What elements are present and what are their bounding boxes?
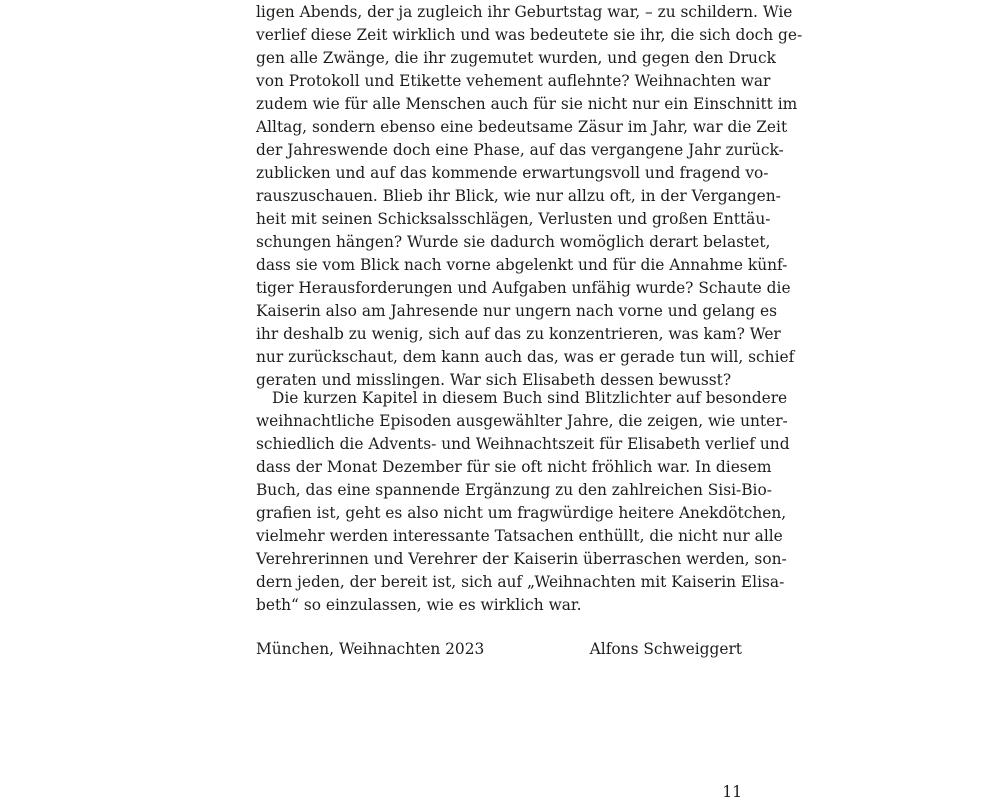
text-line: Buch, das eine spannende Ergänzung zu den zahlreichen Sisi-Bio- [256, 481, 772, 499]
text-line: Die kurzen Kapitel in diesem Buch sind Blitzlichter auf besondere [272, 389, 788, 407]
text-line: zublicken und auf das kommende erwartungsvoll und fragend vo- [256, 164, 769, 182]
text-line: geraten und misslingen. War sich Elisabeth dessen bewusst? [256, 371, 732, 389]
text-line: der Jahreswende doch eine Phase, auf das vergangene Jahr zurück- [256, 141, 784, 159]
text-line: vielmehr werden interessante Tatsachen enthüllt, die nicht nur alle [256, 527, 783, 545]
text-line: zudem wie für alle Menschen auch für sie nicht nur ein Einschnitt im [256, 95, 798, 113]
paragraph-2 [256, 387, 790, 617]
text-line: verlief diese Zeit wirklich und was bedeutete sie ihr, die sich doch ge- [256, 26, 803, 44]
text-line: weihnachtliche Episoden ausgewählter Jahre, die zeigen, wie unter- [256, 412, 788, 430]
text-line: Alltag, sondern ebenso eine bedeutsame Zäsur im Jahr, war die Zeit [256, 118, 788, 136]
text-line: schiedlich die Advents- und Weihnachtszeit für Elisabeth verlief und [256, 435, 790, 453]
text-line: nur zurückschaut, dem kann auch das, was er gerade tun will, schief [256, 348, 795, 366]
text-line: schungen hängen? Wurde sie dadurch womöglich derart belastet, [256, 233, 771, 251]
text-line: ihr deshalb zu wenig, sich auf das zu konzentrieren, was kam? Wer [256, 325, 781, 343]
text-line: dass sie vom Blick nach vorne abgelenkt und für die Annahme künf- [256, 256, 788, 274]
page-number: 11 [722, 783, 742, 801]
text-line: Verehrerinnen und Verehrer der Kaiserin überraschen werden, son- [256, 550, 787, 568]
text-line: ligen Abends, der ja zugleich ihr Geburtstag war, – zu schildern. Wie [256, 3, 793, 21]
text-line: gen alle Zwänge, die ihr zugemutet wurden, und gegen den Druck [256, 49, 776, 67]
text-line: grafien ist, geht es also nicht um fragwürdige heitere Anekdötchen, [256, 504, 787, 522]
text-line: tiger Herausforderungen und Aufgaben unfähig wurde? Schaute die [256, 279, 791, 297]
author-name: Alfons Schweiggert [589, 640, 742, 658]
text-line: von Protokoll und Etikette vehement auflehnte? Weihnachten war [256, 72, 771, 90]
text-line: dass der Monat Dezember für sie oft nicht fröhlich war. In diesem [256, 458, 772, 476]
paragraph-1 [256, 1, 803, 392]
text-line: rauszuschauen. Blieb ihr Blick, wie nur allzu oft, in der Vergangen- [256, 187, 781, 205]
text-line: heit mit seinen Schicksalsschlägen, Verlusten und großen Enttäu- [256, 210, 771, 228]
text-line: Kaiserin also am Jahresende nur ungern nach vorne und gelang es [256, 302, 778, 320]
signature-row [256, 638, 742, 661]
place-date: München, Weihnachten 2023 [256, 640, 485, 658]
text-line: dern jeden, der bereit ist, sich auf „Weihnachten mit Kaiserin Elisa- [256, 573, 785, 591]
text-line: beth“ so einzulassen, wie es wirklich war. [256, 596, 582, 614]
